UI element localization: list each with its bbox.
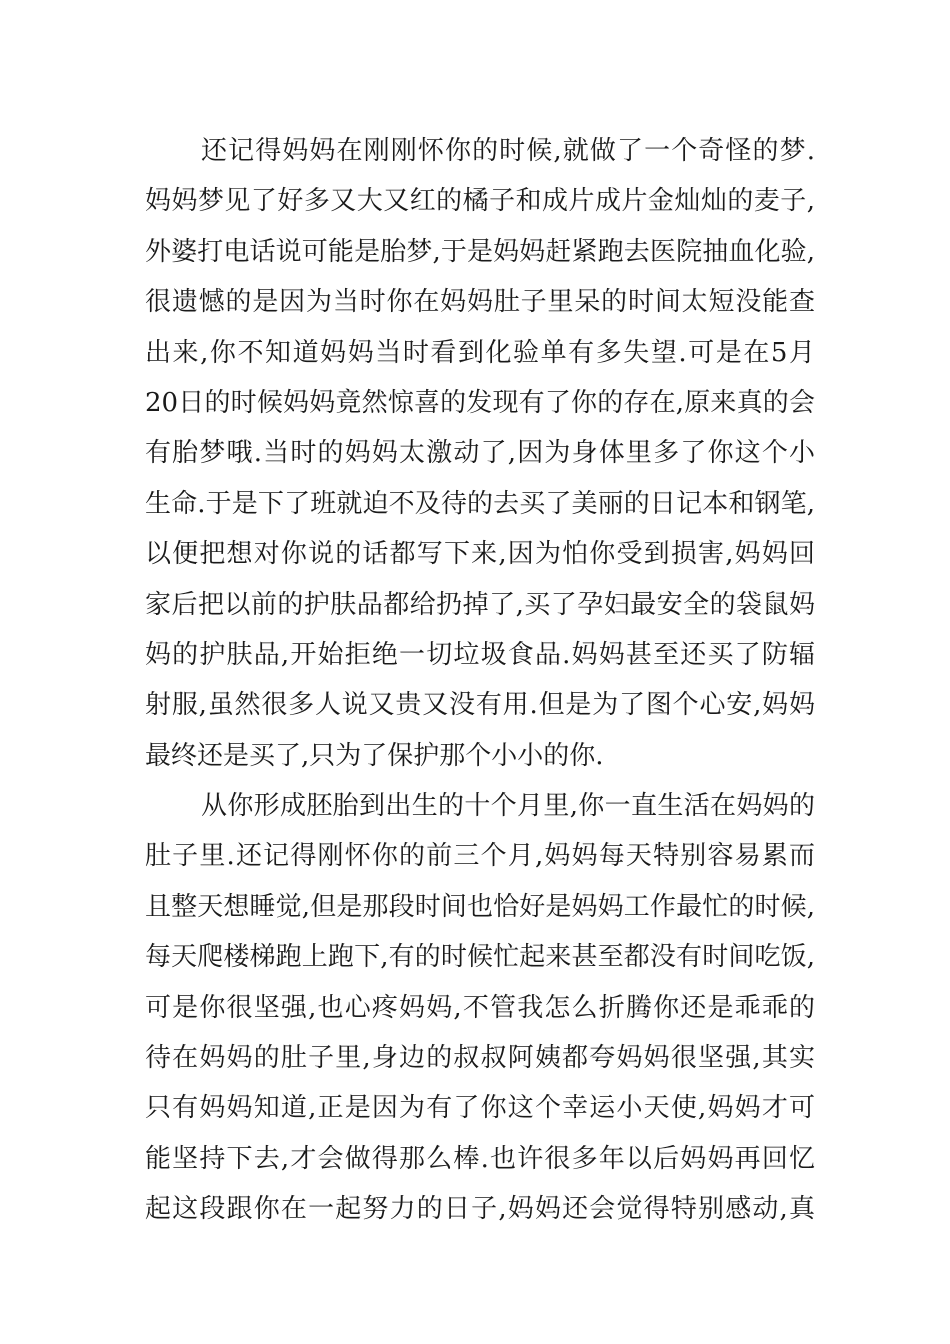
paragraph-line: 家后把以前的护肤品都给扔掉了,买了孕妇最安全的袋鼠妈 [145,589,815,620]
paragraph-line: 外婆打电话说可能是胎梦,于是妈妈赶紧跑去医院抽血化验, [145,236,815,267]
paragraph-line: 妈妈梦见了好多又大又红的橘子和成片成片金灿灿的麦子, [145,186,815,217]
paragraph-line: 有胎梦哦.当时的妈妈太激动了,因为身体里多了你这个小 [145,438,815,469]
paragraph [145,126,815,781]
paragraph-line: 妈的护肤品,开始拒绝一切垃圾食品.妈妈甚至还买了防辐 [145,639,815,670]
paragraph-line: 很遗憾的是因为当时你在妈妈肚子里呆的时间太短没能查 [145,287,815,318]
paragraph [145,781,815,1235]
paragraph-line: 只有妈妈知道,正是因为有了你这个幸运小天使,妈妈才可 [145,1093,815,1124]
paragraph-line: 射服,虽然很多人说又贵又没有用.但是为了图个心安,妈妈 [145,690,815,721]
paragraph-line: 以便把想对你说的话都写下来,因为怕你受到损害,妈妈回 [145,539,815,570]
paragraph-line: 生命.于是下了班就迫不及待的去买了美丽的日记本和钢笔, [145,488,815,519]
paragraph-line: 起这段跟你在一起努力的日子,妈妈还会觉得特别感动,真 [145,1194,815,1225]
paragraph-line: 且整天想睡觉,但是那段时间也恰好是妈妈工作最忙的时候, [145,891,815,922]
paragraph-line: 肚子里.还记得刚怀你的前三个月,妈妈每天特别容易累而 [145,841,815,872]
paragraph-line: 从你形成胚胎到出生的十个月里,你一直生活在妈妈的 [201,791,815,822]
paragraph-line: 20日的时候妈妈竟然惊喜的发现有了你的存在,原来真的会 [145,387,815,418]
paragraph-line: 最终还是买了,只为了保护那个小小的你. [145,740,604,771]
paragraph-line: 能坚持下去,才会做得那么棒.也许很多年以后妈妈再回忆 [145,1143,815,1174]
paragraph-line: 还记得妈妈在刚刚怀你的时候,就做了一个奇怪的梦. [201,136,815,166]
paragraph-line: 待在妈妈的肚子里,身边的叔叔阿姨都夸妈妈很坚强,其实 [145,1043,815,1074]
paragraph-line: 出来,你不知道妈妈当时看到化验单有多失望.可是在5月 [145,337,815,368]
paragraph-line: 每天爬楼梯跑上跑下,有的时候忙起来甚至都没有时间吃饭, [145,942,815,973]
paragraph-line: 可是你很坚强,也心疼妈妈,不管我怎么折腾你还是乖乖的 [145,992,815,1023]
document-body [145,126,815,1235]
